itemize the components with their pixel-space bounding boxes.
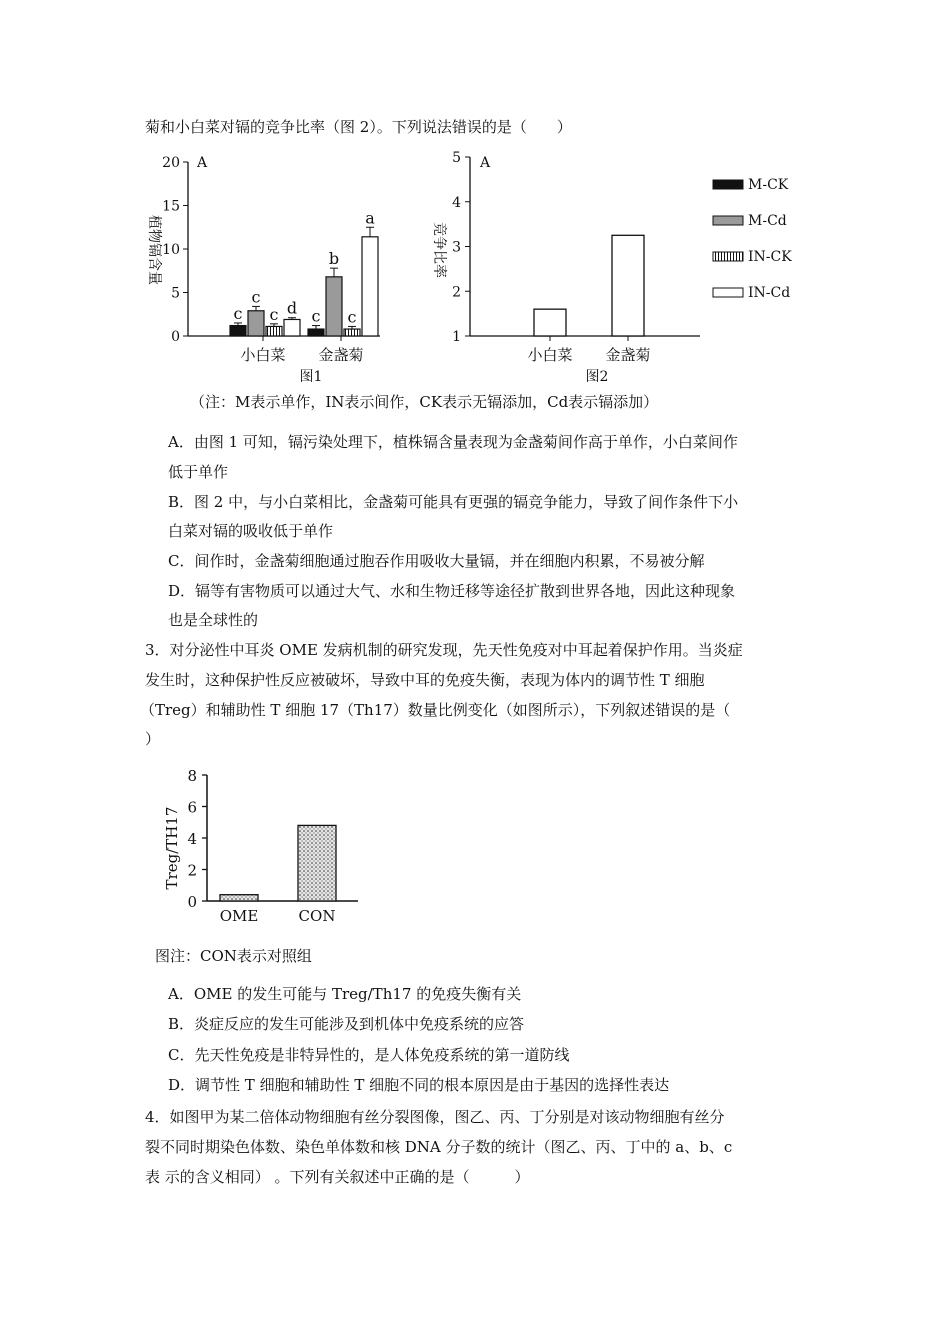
- q2-option-d-line2: 也是全球性的: [168, 611, 259, 629]
- fig1-y-tick-label: 10: [162, 242, 180, 258]
- q2-option-d-line1: D．镉等有害物质可以通过大气、水和生物迁移等途径扩散到世界各地，因此这种现象: [168, 582, 736, 600]
- fig3-y-tick-label: 8: [187, 767, 197, 785]
- fig3-y-tick-label: 0: [187, 893, 197, 911]
- fig1-y-tick-label: 0: [171, 329, 180, 345]
- fig1-bar: [230, 326, 246, 336]
- fig1-bar: [284, 319, 300, 336]
- q3-figure-note: 图注：CON表示对照组: [155, 947, 312, 965]
- fig3-y-tick-label: 6: [187, 798, 197, 817]
- q3-option-b: B．炎症反应的发生可能涉及到机体中免疫系统的应答: [168, 1015, 525, 1033]
- fig1-significance-label: c: [311, 306, 321, 326]
- fig1-significance-label: b: [328, 249, 340, 269]
- fig1-category-label: 金盏菊: [318, 346, 364, 364]
- q2-option-a-line2: 低于单作: [168, 463, 229, 481]
- fig1-caption: 图1: [299, 369, 323, 385]
- fig3-y-axis-label: Treg/TH17: [163, 806, 181, 890]
- q4-stem-line3: 表 示的含义相同） 。下列有关叙述中正确的是（ ）: [145, 1168, 530, 1186]
- fig1-significance-label: c: [233, 303, 243, 323]
- q3-stem-line2: 发生时，这种保护性反应被破坏，导致中耳的免疫失衡，表现为体内的调节性 T 细胞: [145, 671, 705, 689]
- fig1-category-label: 小白菜: [240, 346, 286, 364]
- figure-note: （注：M表示单作，IN表示间作，CK表示无镉添加，Cd表示镉添加）: [190, 393, 659, 411]
- fig1-significance-label: a: [365, 208, 375, 228]
- q3-option-d: D．调节性 T 细胞和辅助性 T 细胞不同的根本原因是由于基因的选择性表达: [168, 1076, 670, 1094]
- q3-stem-line3: （Treg）和辅助性 T 细胞 17（Th17）数量比例变化（如图所示），下列叙述错误的是（: [140, 701, 731, 719]
- fig1-y-tick-label: 20: [162, 155, 180, 171]
- legend-label-in-ck: IN-CK: [748, 249, 792, 265]
- figure-legend: [708, 170, 818, 300]
- fig1-significance-label: c: [251, 287, 261, 307]
- q2-option-b-line2: 白菜对镉的吸收低于单作: [168, 522, 334, 540]
- fig2-y-axis-label: 竞争比率: [431, 222, 447, 278]
- fig1-bar: [362, 237, 378, 336]
- fig1-significance-label: c: [269, 304, 279, 324]
- q4-stem-line2: 裂不同时期染色体数、染色单体数和核 DNA 分子数的统计（图乙、丙、丁中的 a、b、c: [145, 1138, 733, 1156]
- fig3-bar: [298, 825, 336, 901]
- fig2-y-tick-label: 1: [452, 329, 461, 345]
- figure-3-bar-chart: [155, 758, 375, 928]
- fig1-y-tick-label: 15: [162, 198, 180, 215]
- legend-swatch-in-cd: [713, 288, 743, 297]
- legend-swatch-in-ck: [713, 252, 743, 261]
- fig2-bar: [534, 309, 566, 336]
- legend-swatch-m-ck: [713, 180, 743, 189]
- fig1-bar: [326, 277, 342, 336]
- fig1-bar: [344, 329, 360, 336]
- fig2-category-label: 小白菜: [527, 346, 573, 364]
- figure-1-bar-chart: [140, 145, 440, 395]
- q4-stem-line1: 4．如图甲为某二倍体动物细胞有丝分裂图像，图乙、丙、丁分别是对该动物细胞有丝分: [145, 1108, 725, 1126]
- fig1-significance-label: d: [286, 298, 298, 318]
- fig2-y-tick-label: 3: [452, 239, 461, 256]
- fig2-bar: [612, 235, 644, 336]
- fig3-y-tick-label: 4: [187, 830, 197, 848]
- fig2-y-tick-label: 4: [452, 194, 461, 211]
- fig1-significance-label: c: [347, 307, 357, 327]
- q3-option-c: C．先天性免疫是非特异性的，是人体免疫系统的第一道防线: [168, 1046, 570, 1064]
- fig1-y-axis-label: 植物镉含量: [146, 215, 162, 285]
- fig1-bar: [308, 329, 324, 336]
- q3-option-a: A．OME 的发生可能与 Treg/Th17 的免疫失衡有关: [168, 985, 522, 1003]
- legend-label-m-ck: M-CK: [748, 177, 789, 193]
- fig2-caption: 图2: [585, 369, 609, 385]
- fig2-y-tick-label: 5: [452, 150, 461, 166]
- legend-label-in-cd: IN-Cd: [748, 285, 791, 300]
- q2-option-c: C．间作时，金盏菊细胞通过胞吞作用吸收大量镉，并在细胞内积累，不易被分解: [168, 552, 705, 570]
- fig1-bar: [266, 326, 282, 336]
- fig1-bar: [248, 311, 264, 336]
- fig2-category-label: 金盏菊: [605, 346, 651, 364]
- q2-option-a-line1: A．由图 1 可知，镉污染处理下，植株镉含量表现为金盏菊间作高于单作，小白菜间作: [168, 433, 738, 451]
- legend-swatch-m-cd: [713, 216, 743, 225]
- fig2-y-tick-label: 2: [452, 284, 461, 301]
- fig3-category-label: OME: [219, 907, 259, 925]
- figure-2-bar-chart: [425, 145, 705, 395]
- q3-stem-line4: ）: [145, 730, 161, 748]
- fig2-panel-letter: A: [480, 155, 491, 171]
- fig3-bar: [220, 895, 258, 901]
- fig3-y-tick-label: 2: [187, 861, 197, 880]
- question-2-stem-tail: 菊和小白菜对镉的竞争比率（图 2）。下列说法错误的是（ ）: [145, 118, 572, 136]
- legend-label-m-cd: M-Cd: [748, 213, 787, 229]
- q2-option-b-line1: B．图 2 中，与小白菜相比，金盏菊可能具有更强的镉竞争能力，导致了间作条件下小: [168, 493, 739, 511]
- fig3-category-label: CON: [298, 907, 336, 925]
- fig1-y-tick-label: 5: [171, 285, 180, 302]
- q3-stem-line1: 3．对分泌性中耳炎 OME 发病机制的研究发现，先天性免疫对中耳起着保护作用。当炎症: [145, 641, 743, 659]
- fig1-panel-letter: A: [197, 155, 208, 171]
